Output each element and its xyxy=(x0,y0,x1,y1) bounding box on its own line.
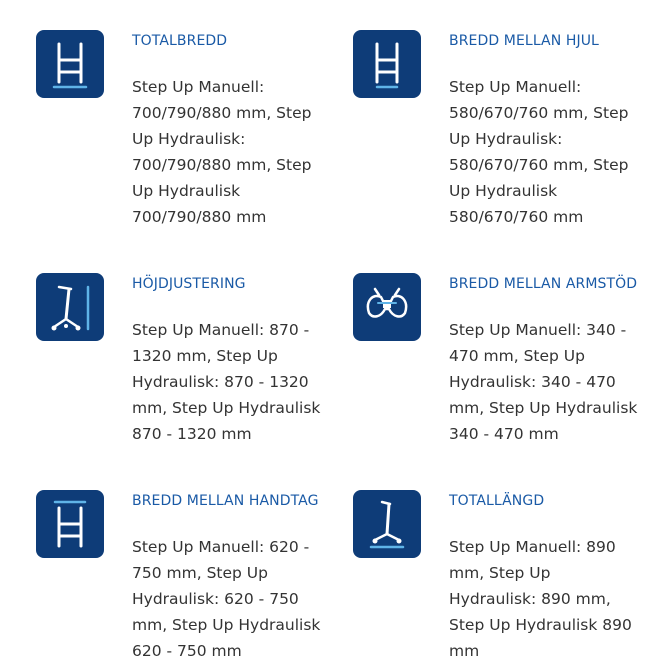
spec-title: TOTALBREDD xyxy=(132,33,228,49)
spec-title: HÖJDJUSTERING xyxy=(132,276,246,292)
spec-description: Step Up Manuell: 620 - 750 mm, Step Up Hydraulisk: 620 - 750 mm, Step Up Hydraulisk 620 - 750 mm xyxy=(132,538,321,660)
height-adjustment-icon xyxy=(36,273,104,341)
total-width-icon xyxy=(36,30,104,98)
spec-title: BREDD MELLAN HANDTAG xyxy=(132,493,319,509)
spec-description: Step Up Manuell: 580/670/760 mm, Step Up Hydraulisk: 580/670/760 mm, Step Up Hydraulisk 580/670/760 mm xyxy=(449,78,629,226)
total-length-icon xyxy=(353,490,421,558)
armrest-width-icon xyxy=(353,273,421,341)
spec-title: TOTALLÄNGD xyxy=(449,493,545,509)
spec-description: Step Up Manuell: 890 mm, Step Up Hydraulisk: 890 mm, Step Up Hydraulisk 890 mm xyxy=(449,538,632,660)
spec-description: Step Up Manuell: 870 - 1320 mm, Step Up Hydraulisk: 870 - 1320 mm, Step Up Hydraulisk 870 - 1320 mm xyxy=(132,321,321,443)
spec-title: BREDD MELLAN ARMSTÖD xyxy=(449,276,638,292)
spec-title: BREDD MELLAN HJUL xyxy=(449,33,599,49)
spec-description: Step Up Manuell: 700/790/880 mm, Step Up Hydraulisk: 700/790/880 mm, Step Up Hydraulisk 700/790/880 mm xyxy=(132,78,312,226)
spec-description: Step Up Manuell: 340 - 470 mm, Step Up Hydraulisk: 340 - 470 mm, Step Up Hydraulisk 340 - 470 mm xyxy=(449,321,638,443)
handle-width-icon xyxy=(36,490,104,558)
wheel-width-icon xyxy=(353,30,421,98)
